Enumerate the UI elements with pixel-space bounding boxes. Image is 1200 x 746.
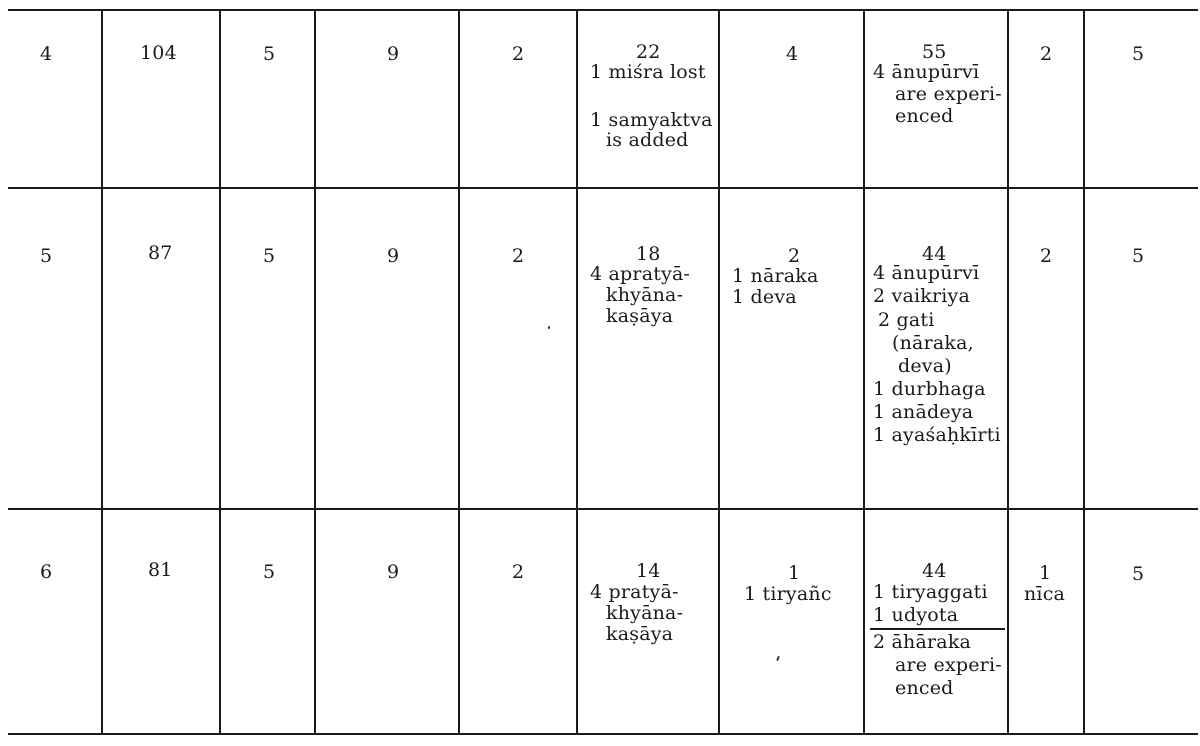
column-divider bbox=[1007, 10, 1009, 734]
table-cell-line: 1 udyota bbox=[873, 604, 959, 626]
table-cell-line: 1 samyaktva bbox=[590, 109, 713, 131]
table-cell: 2 bbox=[512, 561, 525, 583]
table-cell-count: 1 bbox=[1039, 562, 1052, 584]
table-cell-line: 4 ānupūrvī bbox=[873, 61, 980, 83]
table-cell: 5 bbox=[263, 43, 276, 65]
table-cell-count: 55 bbox=[922, 41, 947, 63]
table-cell-line: kaṣāya bbox=[606, 623, 674, 645]
row-divider bbox=[8, 187, 1198, 189]
column-divider bbox=[314, 10, 316, 734]
table-cell: 2 bbox=[512, 43, 525, 65]
table-cell-count: 18 bbox=[636, 243, 661, 265]
table-cell-line: 1 anādeya bbox=[873, 401, 974, 423]
table-cell: 5 bbox=[1132, 563, 1145, 585]
column-divider bbox=[101, 10, 103, 734]
table-cell-count: 14 bbox=[636, 560, 661, 582]
table-cell-line: kaṣāya bbox=[606, 305, 674, 327]
table-cell-count: 4 bbox=[786, 43, 799, 65]
table-cell: 6 bbox=[40, 561, 53, 583]
table-cell: 2 bbox=[512, 245, 525, 267]
column-divider bbox=[576, 10, 578, 734]
table-cell: 9 bbox=[387, 561, 400, 583]
column-divider bbox=[718, 10, 720, 734]
table-cell: 5 bbox=[1132, 245, 1145, 267]
table-cell-line: 2 gati bbox=[878, 309, 935, 331]
bottom-rule bbox=[8, 733, 1198, 735]
table-cell: 87 bbox=[148, 242, 173, 264]
table-cell-line: 1 tiryaggati bbox=[873, 581, 988, 603]
table-cell-line: are experi- bbox=[895, 654, 1002, 676]
table-cell-line: 4 ānupūrvī bbox=[873, 262, 980, 284]
table-cell-line: khyāna- bbox=[606, 602, 684, 624]
table-cell-line: 1 nāraka bbox=[732, 265, 819, 287]
table-cell-line: 4 pratyā- bbox=[590, 581, 679, 603]
print-speck bbox=[548, 326, 550, 329]
table-cell: 5 bbox=[263, 245, 276, 267]
table-cell: 4 bbox=[40, 43, 53, 65]
table-cell-count: 22 bbox=[636, 41, 661, 63]
table-cell: 2 bbox=[1040, 245, 1053, 267]
table-cell-count: 44 bbox=[922, 560, 947, 582]
table-cell-line: enced bbox=[895, 105, 954, 127]
table-cell-line: nīca bbox=[1024, 583, 1066, 605]
table-cell-line: (nāraka, bbox=[892, 332, 974, 354]
table-cell-count: 44 bbox=[922, 243, 947, 265]
table-cell-line: 1 ayaśaḥkīrti bbox=[873, 424, 1001, 446]
table-cell-line: 1 deva bbox=[732, 286, 797, 308]
column-divider bbox=[863, 10, 865, 734]
table-cell-line: 1 durbhaga bbox=[873, 378, 986, 400]
table-cell-line: deva) bbox=[898, 355, 952, 377]
table-cell-line: 1 tiryañc bbox=[744, 583, 832, 605]
table-cell: 5 bbox=[263, 561, 276, 583]
table-cell-count: 2 bbox=[788, 245, 801, 267]
table-cell-line: 1 miśra lost bbox=[590, 61, 706, 83]
table-cell: 5 bbox=[1132, 43, 1145, 65]
table-cell-line: khyāna- bbox=[606, 284, 684, 306]
column-divider bbox=[219, 10, 221, 734]
table-cell-line: 2 āhāraka bbox=[873, 631, 972, 653]
table-cell: 2 bbox=[1040, 43, 1053, 65]
print-speck bbox=[776, 656, 780, 661]
table-cell: 104 bbox=[140, 42, 177, 64]
table-cell-line: enced bbox=[895, 677, 954, 699]
table-cell: 9 bbox=[387, 43, 400, 65]
table-cell-line: 4 apratyā- bbox=[590, 263, 691, 285]
column-divider bbox=[458, 10, 460, 734]
table-cell-line: is added bbox=[606, 129, 689, 151]
table-cell-line: are experi- bbox=[895, 83, 1002, 105]
top-rule bbox=[8, 9, 1198, 11]
table-cell-line: 2 vaikriya bbox=[873, 285, 970, 307]
table-cell: 5 bbox=[40, 245, 53, 267]
row-divider bbox=[8, 508, 1198, 510]
cell-sub-rule bbox=[870, 628, 1005, 630]
table-cell: 81 bbox=[148, 559, 173, 581]
table-cell: 9 bbox=[387, 245, 400, 267]
column-divider bbox=[1083, 10, 1085, 734]
table-cell-count: 1 bbox=[788, 562, 801, 584]
